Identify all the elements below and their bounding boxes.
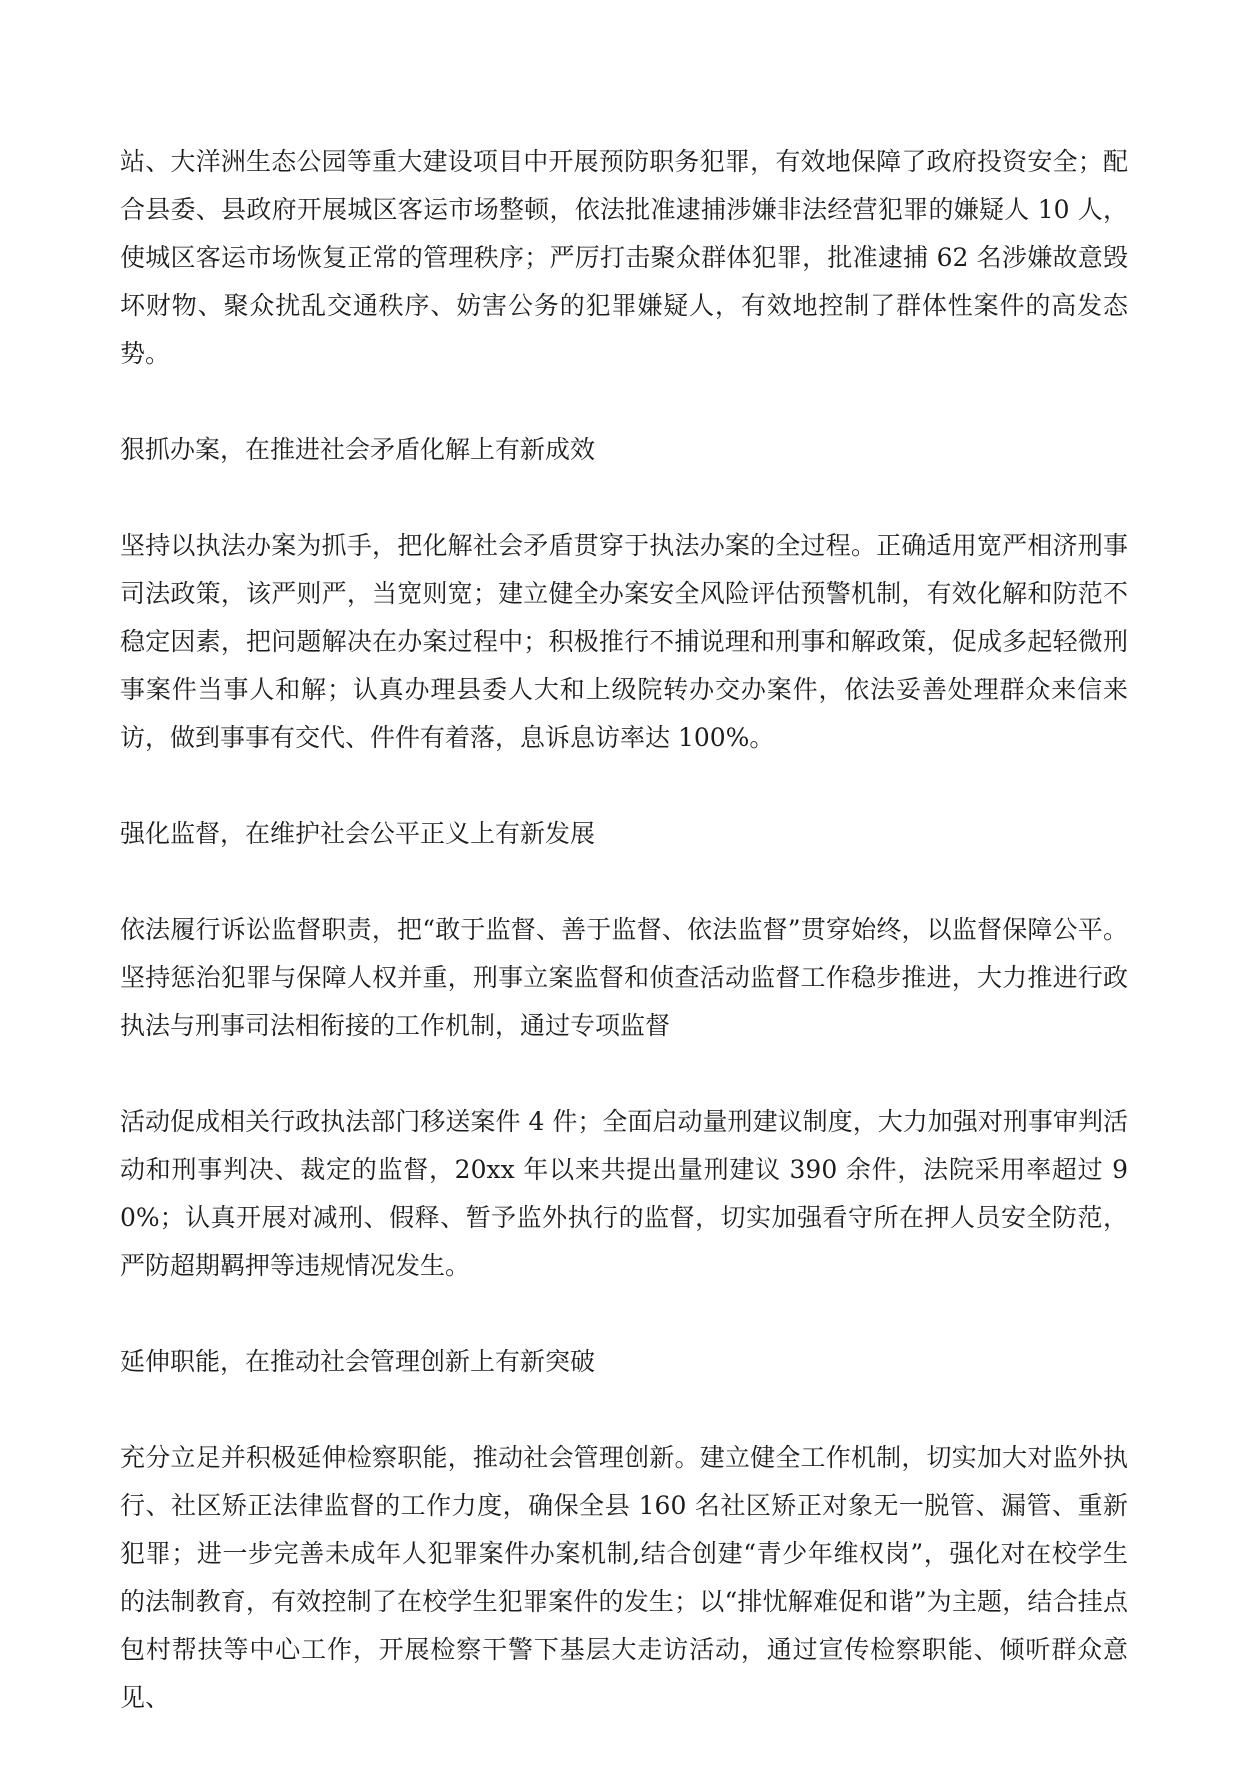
paragraph-investment-safety: 站、大洋洲生态公园等重大建设项目中开展预防职务犯罪，有效地保障了政府投资安全；配合县委、县政府开展城区客运市场整顿，依法批准逮捕涉嫌非法经营犯罪的嫌疑人 10 人，使城区客运市场恢复正常的管理秩序；严厉打击聚众群体犯罪，批准逮捕 62 名涉嫌故意毁坏财物、聚众扰乱交通秩序、妨害公务的犯罪嫌疑人，有效地控制了群体性案件的高发态势。 — [120, 147, 1128, 368]
paragraph-supervision: 依法履行诉讼监督职责，把“敢于监督、善于监督、依法监督”贯穿始终，以监督保障公平。坚持惩治犯罪与保障人权并重，刑事立案监督和侦查活动监督工作稳步推进，大力推进行政执法与刑事司法相衔接的工作机制，通过专项监督 — [120, 915, 1128, 1040]
document-body — [120, 138, 1128, 1770]
section-heading-social-management: 延伸职能，在推动社会管理创新上有新突破 — [120, 1347, 596, 1376]
section-heading-case-handling: 狠抓办案，在推进社会矛盾化解上有新成效 — [120, 435, 596, 464]
paragraph-social-management: 充分立足并积极延伸检察职能，推动社会管理创新。建立健全工作机制，切实加大对监外执行、社区矫正法律监督的工作力度，确保全县 160 名社区矫正对象无一脱管、漏管、重新犯罪；进一步完善未成年人犯罪案件办案机制,结合创建“青少年维权岗”，强化对在校学生的法制教育，有效控制了在校学生犯罪案件的发生；以“排忧解难促和谐”为主题，结合挂点包村帮扶等中心工作，开展检察干警下基层大走访活动，通过宣传检察职能、倾听群众意见、 — [120, 1443, 1128, 1712]
paragraph-sentencing-supervision: 活动促成相关行政执法部门移送案件 4 件；全面启动量刑建议制度，大力加强对刑事审判活动和刑事判决、裁定的监督，20xx 年以来共提出量刑建议 390 余件，法院采用率超过 90%；认真开展对减刑、假释、暂予监外执行的监督，切实加强看守所在押人员安全防范，严防超期羁押等违规情况发生。 — [120, 1107, 1128, 1280]
paragraph-case-handling: 坚持以执法办案为抓手，把化解社会矛盾贯穿于执法办案的全过程。正确适用宽严相济刑事司法政策，该严则严，当宽则宽；建立健全办案安全风险评估预警机制，有效化解和防范不稳定因素，把问题解决在办案过程中；积极推行不捕说理和刑事和解政策，促成多起轻微刑事案件当事人和解；认真办理县委人大和上级院转办交办案件，依法妥善处理群众来信来访，做到事事有交代、件件有着落，息诉息访率达 100%。 — [120, 531, 1128, 752]
section-heading-supervision: 强化监督，在维护社会公平正义上有新发展 — [120, 819, 596, 848]
